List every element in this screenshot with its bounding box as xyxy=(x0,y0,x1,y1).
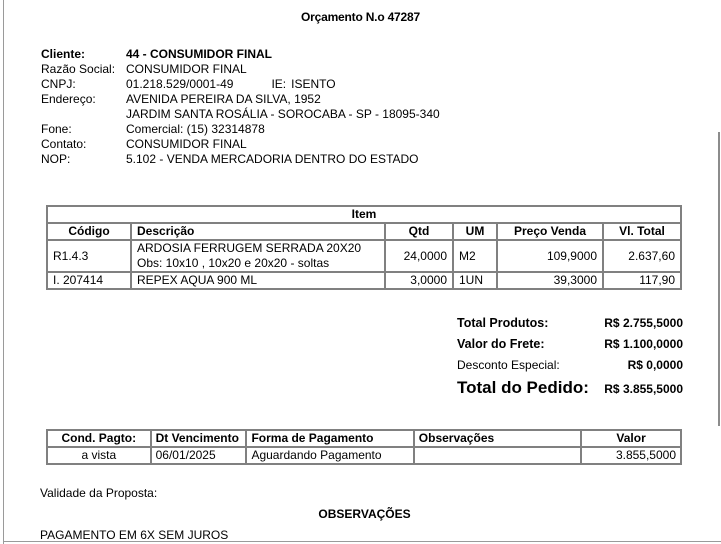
col-um: UM xyxy=(453,223,497,240)
valor-frete-row xyxy=(457,337,683,358)
item-um: M2 xyxy=(453,240,497,272)
desconto-value: R$ 0,0000 xyxy=(627,358,683,372)
client-info xyxy=(41,47,440,167)
payment-forma: Aguardando Pagamento xyxy=(246,447,413,464)
page-left-border xyxy=(3,0,4,544)
table-row xyxy=(47,272,681,289)
col-descricao: Descrição xyxy=(131,223,385,240)
desconto-row xyxy=(457,358,683,378)
payment-vencimento: 06/01/2025 xyxy=(151,447,247,464)
client-value: 44 - CONSUMIDOR FINAL xyxy=(126,47,273,61)
payment-obs xyxy=(414,447,581,464)
nop-row xyxy=(41,152,440,167)
col-preco-venda: Preço Venda xyxy=(497,223,603,240)
fone-row xyxy=(41,122,440,137)
total-produtos-value: R$ 2.755,5000 xyxy=(604,316,683,330)
cnpj-value: 01.218.529/0001-49 xyxy=(126,77,234,91)
col-valor: Valor xyxy=(581,430,681,447)
table-row xyxy=(47,447,681,464)
client-label: Cliente: xyxy=(41,47,86,61)
observacoes-text: PAGAMENTO EM 6X SEM JUROS xyxy=(40,528,229,542)
item-preco: 39,3000 xyxy=(497,272,603,289)
razao-social-value: CONSUMIDOR FINAL xyxy=(126,62,247,76)
col-codigo: Código xyxy=(47,223,131,240)
endereco-label: Endereço: xyxy=(41,92,96,106)
contato-value: CONSUMIDOR FINAL xyxy=(126,137,247,151)
table-row xyxy=(47,240,681,272)
payment-header-row xyxy=(47,430,681,447)
items-caption: Item xyxy=(47,206,681,223)
vertical-scrollbar[interactable] xyxy=(718,132,720,426)
items-caption-row xyxy=(47,206,681,223)
col-vl-total: Vl. Total xyxy=(603,223,681,240)
contato-row xyxy=(41,137,440,152)
total-produtos-row xyxy=(457,316,683,337)
contato-label: Contato: xyxy=(41,137,87,151)
col-forma-pagamento: Forma de Pagamento xyxy=(246,430,413,447)
endereco-line1: AVENIDA PEREIRA DA SILVA, 1952 xyxy=(126,92,321,106)
endereco-row xyxy=(41,92,440,107)
observacoes-title: OBSERVAÇÕES xyxy=(318,507,411,521)
payment-table xyxy=(46,429,682,465)
razao-social-row xyxy=(41,62,440,77)
item-preco: 109,9000 xyxy=(497,240,603,272)
nop-value: 5.102 - VENDA MERCADORIA DENTRO DO ESTADO xyxy=(126,152,419,166)
ie-label: IE: xyxy=(271,77,287,91)
totals-block xyxy=(457,316,683,402)
item-codigo: I. 207414 xyxy=(47,272,131,289)
total-pedido-value: R$ 3.855,5000 xyxy=(604,382,683,396)
item-qtd: 24,0000 xyxy=(385,240,453,272)
valor-frete-label: Valor do Frete: xyxy=(457,337,545,351)
payment-cond: a vista xyxy=(47,447,151,464)
item-descricao xyxy=(131,240,385,272)
spacer xyxy=(41,107,126,122)
desconto-label: Desconto Especial: xyxy=(457,358,560,372)
item-codigo: R1.4.3 xyxy=(47,240,131,272)
fone-label: Fone: xyxy=(41,122,72,136)
item-qtd: 3,0000 xyxy=(385,272,453,289)
payment-valor: 3.855,5000 xyxy=(581,447,681,464)
nop-label: NOP: xyxy=(41,152,71,166)
validade-proposta: Validade da Proposta: xyxy=(40,486,158,500)
total-pedido-row xyxy=(457,378,683,402)
total-produtos-label: Total Produtos: xyxy=(457,316,549,330)
ie-value: ISENTO xyxy=(291,77,336,91)
item-descricao-text: ARDOSIA FERRUGEM SERRADA 20X20 xyxy=(137,241,362,255)
item-descricao: REPEX AQUA 900 ML xyxy=(131,272,385,289)
document-title: Orçamento N.o 47287 xyxy=(301,10,420,24)
items-header-row xyxy=(47,223,681,240)
valor-frete-value: R$ 1.100,0000 xyxy=(604,337,683,351)
item-um: 1UN xyxy=(453,272,497,289)
total-pedido-label: Total do Pedido: xyxy=(457,378,589,397)
item-total: 2.637,60 xyxy=(603,240,681,272)
cnpj-row xyxy=(41,77,440,92)
col-cond-pagto: Cond. Pagto: xyxy=(47,430,151,447)
col-qtd: Qtd xyxy=(385,223,453,240)
item-obs-text: Obs: 10x10 , 10x20 e 20x20 - soltas xyxy=(137,256,330,270)
endereco-row-2 xyxy=(41,107,440,122)
endereco-line2: JARDIM SANTA ROSÁLIA - SOROCABA - SP - 18095-340 xyxy=(126,107,440,121)
client-row xyxy=(41,47,440,62)
col-dt-vencimento: Dt Vencimento xyxy=(151,430,247,447)
fone-value: Comercial: (15) 32314878 xyxy=(126,122,265,136)
razao-social-label: Razão Social: xyxy=(41,62,116,76)
cnpj-label: CNPJ: xyxy=(41,77,76,91)
items-table xyxy=(46,205,682,290)
col-observacoes: Observações xyxy=(414,430,581,447)
item-total: 117,90 xyxy=(603,272,681,289)
